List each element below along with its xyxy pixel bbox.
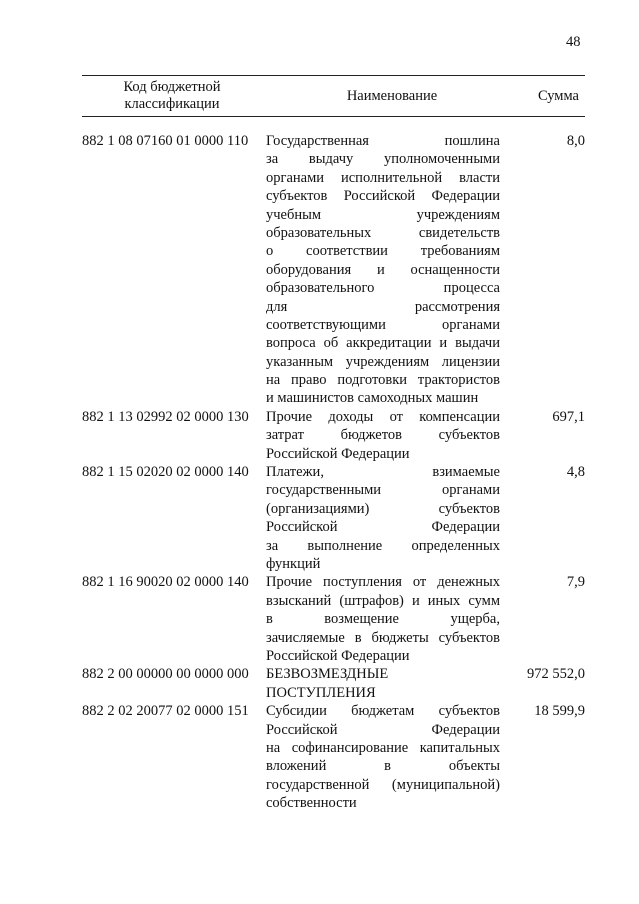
name-line: образовательного процесса <box>266 280 500 297</box>
page-number: 48 <box>566 34 581 50</box>
name-line: функций <box>266 555 321 572</box>
table-header <box>82 75 585 117</box>
row-sum: 697,1 <box>552 408 585 425</box>
name-line: за выдачу уполномоченными <box>266 151 500 168</box>
name-line: субъектов Российской Федерации <box>266 188 500 205</box>
row-name <box>266 132 500 408</box>
name-line: затрат бюджетов субъектов <box>266 427 500 444</box>
name-line: государственной (муниципальной) <box>266 776 500 793</box>
table-row <box>82 665 585 702</box>
name-line: Государственная пошлина <box>266 133 500 149</box>
row-name <box>266 408 500 463</box>
name-line: на софинансирование капитальных <box>266 739 500 756</box>
budget-code: 882 2 02 20077 02 0000 151 <box>82 703 249 720</box>
name-line: Российской Федерации <box>266 445 410 462</box>
budget-code: 882 1 08 07160 01 0000 110 <box>82 133 249 149</box>
table-row <box>82 408 585 463</box>
row-sum: 972 552,0 <box>527 666 585 683</box>
header-code-line1: Код бюджетной <box>123 79 221 95</box>
budget-code: 882 1 16 90020 02 0000 140 <box>82 574 249 591</box>
row-sum: 4,8 <box>566 464 585 481</box>
name-line: государственными органами <box>266 482 500 499</box>
name-line: Российской Федерации <box>266 519 500 536</box>
name-line: собственности <box>266 795 357 812</box>
name-line: о соответствии требованиям <box>266 243 500 260</box>
name-line: Прочие поступления от денежных <box>266 574 500 591</box>
name-line: и машинистов самоходных машин <box>266 390 479 407</box>
name-line: оборудования и оснащенности <box>266 261 500 278</box>
name-line: органами исполнительной власти <box>266 169 500 186</box>
name-line: зачисляемые в бюджеты субъектов <box>266 629 500 646</box>
row-sum: 18 599,9 <box>534 703 585 720</box>
name-line: за выполнение определенных <box>266 537 500 554</box>
table-row <box>82 573 585 665</box>
budget-code: 882 2 00 00000 00 0000 000 <box>82 666 249 683</box>
name-line: взысканий (штрафов) и иных сумм <box>266 592 500 609</box>
name-line: в возмещение ущерба, <box>266 611 500 628</box>
name-line: соответствующими органами <box>266 316 500 333</box>
row-sum: 8,0 <box>566 133 585 149</box>
header-code <box>82 79 262 113</box>
name-line: вложений в объекты <box>266 758 500 775</box>
name-line: Российской Федерации <box>266 721 500 738</box>
name-line: вопроса об аккредитации и выдачи <box>266 335 500 352</box>
name-line: на право подготовки трактористов <box>266 372 500 389</box>
table-row <box>82 132 585 408</box>
table-body <box>82 132 585 812</box>
table-row <box>82 463 585 573</box>
name-line: Прочие доходы от компенсации <box>266 408 500 425</box>
name-line: Субсидии бюджетам субъектов <box>266 703 500 720</box>
row-name <box>266 573 500 665</box>
name-line: для рассмотрения <box>266 298 500 315</box>
name-line: ПОСТУПЛЕНИЯ <box>266 684 376 701</box>
header-code-line2: классификации <box>124 96 220 112</box>
budget-code: 882 1 15 02020 02 0000 140 <box>82 464 249 481</box>
row-name <box>266 702 500 812</box>
row-name <box>266 665 500 702</box>
name-line: указанным учреждениям лицензии <box>266 353 500 370</box>
name-line: учебным учреждениям <box>266 206 500 223</box>
table-row <box>82 702 585 812</box>
header-sum: Сумма <box>537 87 579 104</box>
name-line: образовательных свидетельств <box>266 224 500 241</box>
name-line: БЕЗВОЗМЕЗДНЫЕ <box>266 666 389 683</box>
row-name <box>266 463 500 573</box>
header-name: Наименование <box>346 87 438 104</box>
budget-code: 882 1 13 02992 02 0000 130 <box>82 408 249 425</box>
name-line: Российской Федерации <box>266 647 410 664</box>
name-line: Платежи, взимаемые <box>266 464 500 481</box>
row-sum: 7,9 <box>566 574 585 591</box>
name-line: (организациями) субъектов <box>266 500 500 517</box>
